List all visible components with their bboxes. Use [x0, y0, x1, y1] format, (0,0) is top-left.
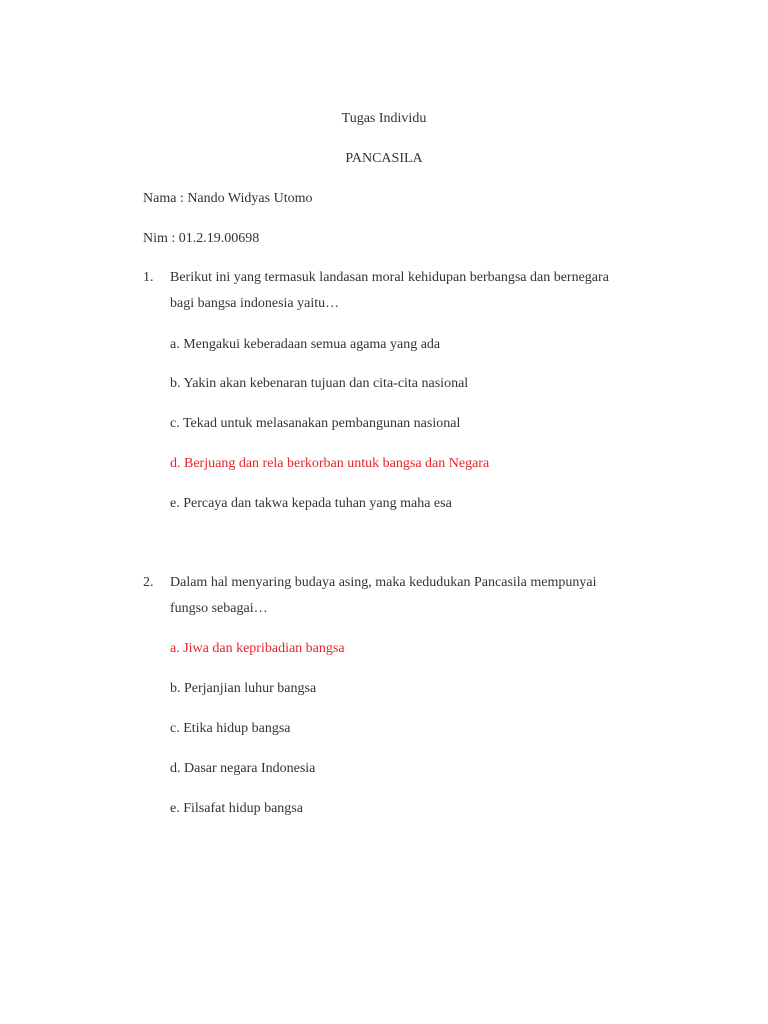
question-1-option-d-answer: d. Berjuang dan rela berkorban untuk bangsa dan Negara	[170, 456, 490, 471]
question-2-number: 2.	[143, 575, 154, 590]
question-1-option-b: b. Yakin akan kebenaran tujuan dan cita-cita nasional	[170, 376, 469, 391]
question-1-text: Berikut ini yang termasuk landasan moral kehidupan berbangsa dan bernegara	[170, 270, 609, 285]
student-name: Nama : Nando Widyas Utomo	[143, 191, 313, 206]
question-1-number: 1.	[143, 270, 154, 285]
question-1-option-e: e. Percaya dan takwa kepada tuhan yang maha esa	[170, 496, 452, 511]
question-2-option-a-answer: a. Jiwa dan kepribadian bangsa	[170, 641, 345, 656]
question-2-option-e: e. Filsafat hidup bangsa	[170, 801, 303, 816]
document-subject: PANCASILA	[345, 151, 423, 166]
student-nim: Nim : 01.2.19.00698	[143, 231, 260, 246]
question-1-option-c: c. Tekad untuk melasanakan pembangunan nasional	[170, 416, 461, 431]
question-2-option-c: c. Etika hidup bangsa	[170, 721, 291, 736]
document-title: Tugas Individu	[341, 111, 427, 126]
question-2-text: Dalam hal menyaring budaya asing, maka kedudukan Pancasila mempunyai	[170, 575, 597, 590]
question-1-text-cont: bagi bangsa indonesia yaitu…	[170, 296, 340, 311]
question-2-option-b: b. Perjanjian luhur bangsa	[170, 681, 317, 696]
question-1-option-a: a. Mengakui keberadaan semua agama yang ada	[170, 337, 441, 352]
question-2-text-cont: fungso sebagai…	[170, 601, 268, 616]
question-2-option-d: d. Dasar negara Indonesia	[170, 761, 316, 776]
